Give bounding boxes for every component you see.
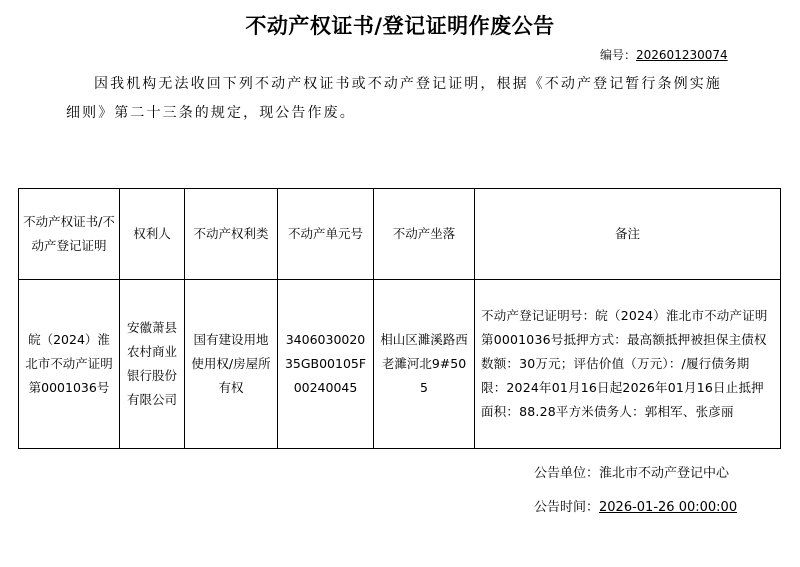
- header-remark: 备注: [475, 189, 781, 280]
- header-owner: 权利人: [120, 189, 185, 280]
- announcing-unit: 公告单位：淮北市不动产登记中心: [534, 466, 730, 481]
- announcement-time-label: 公告时间：: [534, 500, 600, 515]
- announcement-time-value: 2026-01-26 00:00:00: [599, 500, 738, 515]
- header-right-type: 不动产权利类: [185, 189, 278, 280]
- document-number: [600, 46, 728, 63]
- cell-certificate: 皖（2024）淮北市不动产证明第0001036号: [19, 280, 120, 449]
- header-unit-number: 不动产单元号: [278, 189, 374, 280]
- document-number-value: 202601230074: [636, 48, 728, 62]
- table-header-row: [19, 189, 781, 280]
- header-location: 不动产坐落: [374, 189, 475, 280]
- document-number-label: 编号：: [600, 48, 637, 62]
- cell-remark: 不动产登记证明号：皖（2024）淮北市不动产证明第0001036号抵押方式：最高额抵押被担保主债权数额：30万元；评估价值（万元）：/履行债务期限：2024年01月16日起2026年01月16日止抵押面积：88.28平方米债务人：郭相军、张彦丽: [475, 280, 781, 449]
- notice-table: [18, 188, 781, 449]
- announcement-time: [534, 496, 737, 515]
- cell-unit-number: 340603002035GB00105F00240045: [278, 280, 374, 449]
- page-title: 不动产权证书/登记证明作废公告: [245, 14, 555, 38]
- cell-right-type: 国有建设用地使用权/房屋所有权: [185, 280, 278, 449]
- cell-owner: 安徽萧县农村商业银行股份有限公司: [120, 280, 185, 449]
- intro-paragraph: 因我机构无法收回下列不动产权证书或不动产登记证明，根据《不动产登记暂行条例实施细则》第二十三条的规定，现公告作废。: [66, 76, 722, 121]
- header-certificate: 不动产权证书/不动产登记证明: [19, 189, 120, 280]
- cell-location: 相山区濉溪路西老濉河北9#505: [374, 280, 475, 449]
- table-row: [19, 280, 781, 449]
